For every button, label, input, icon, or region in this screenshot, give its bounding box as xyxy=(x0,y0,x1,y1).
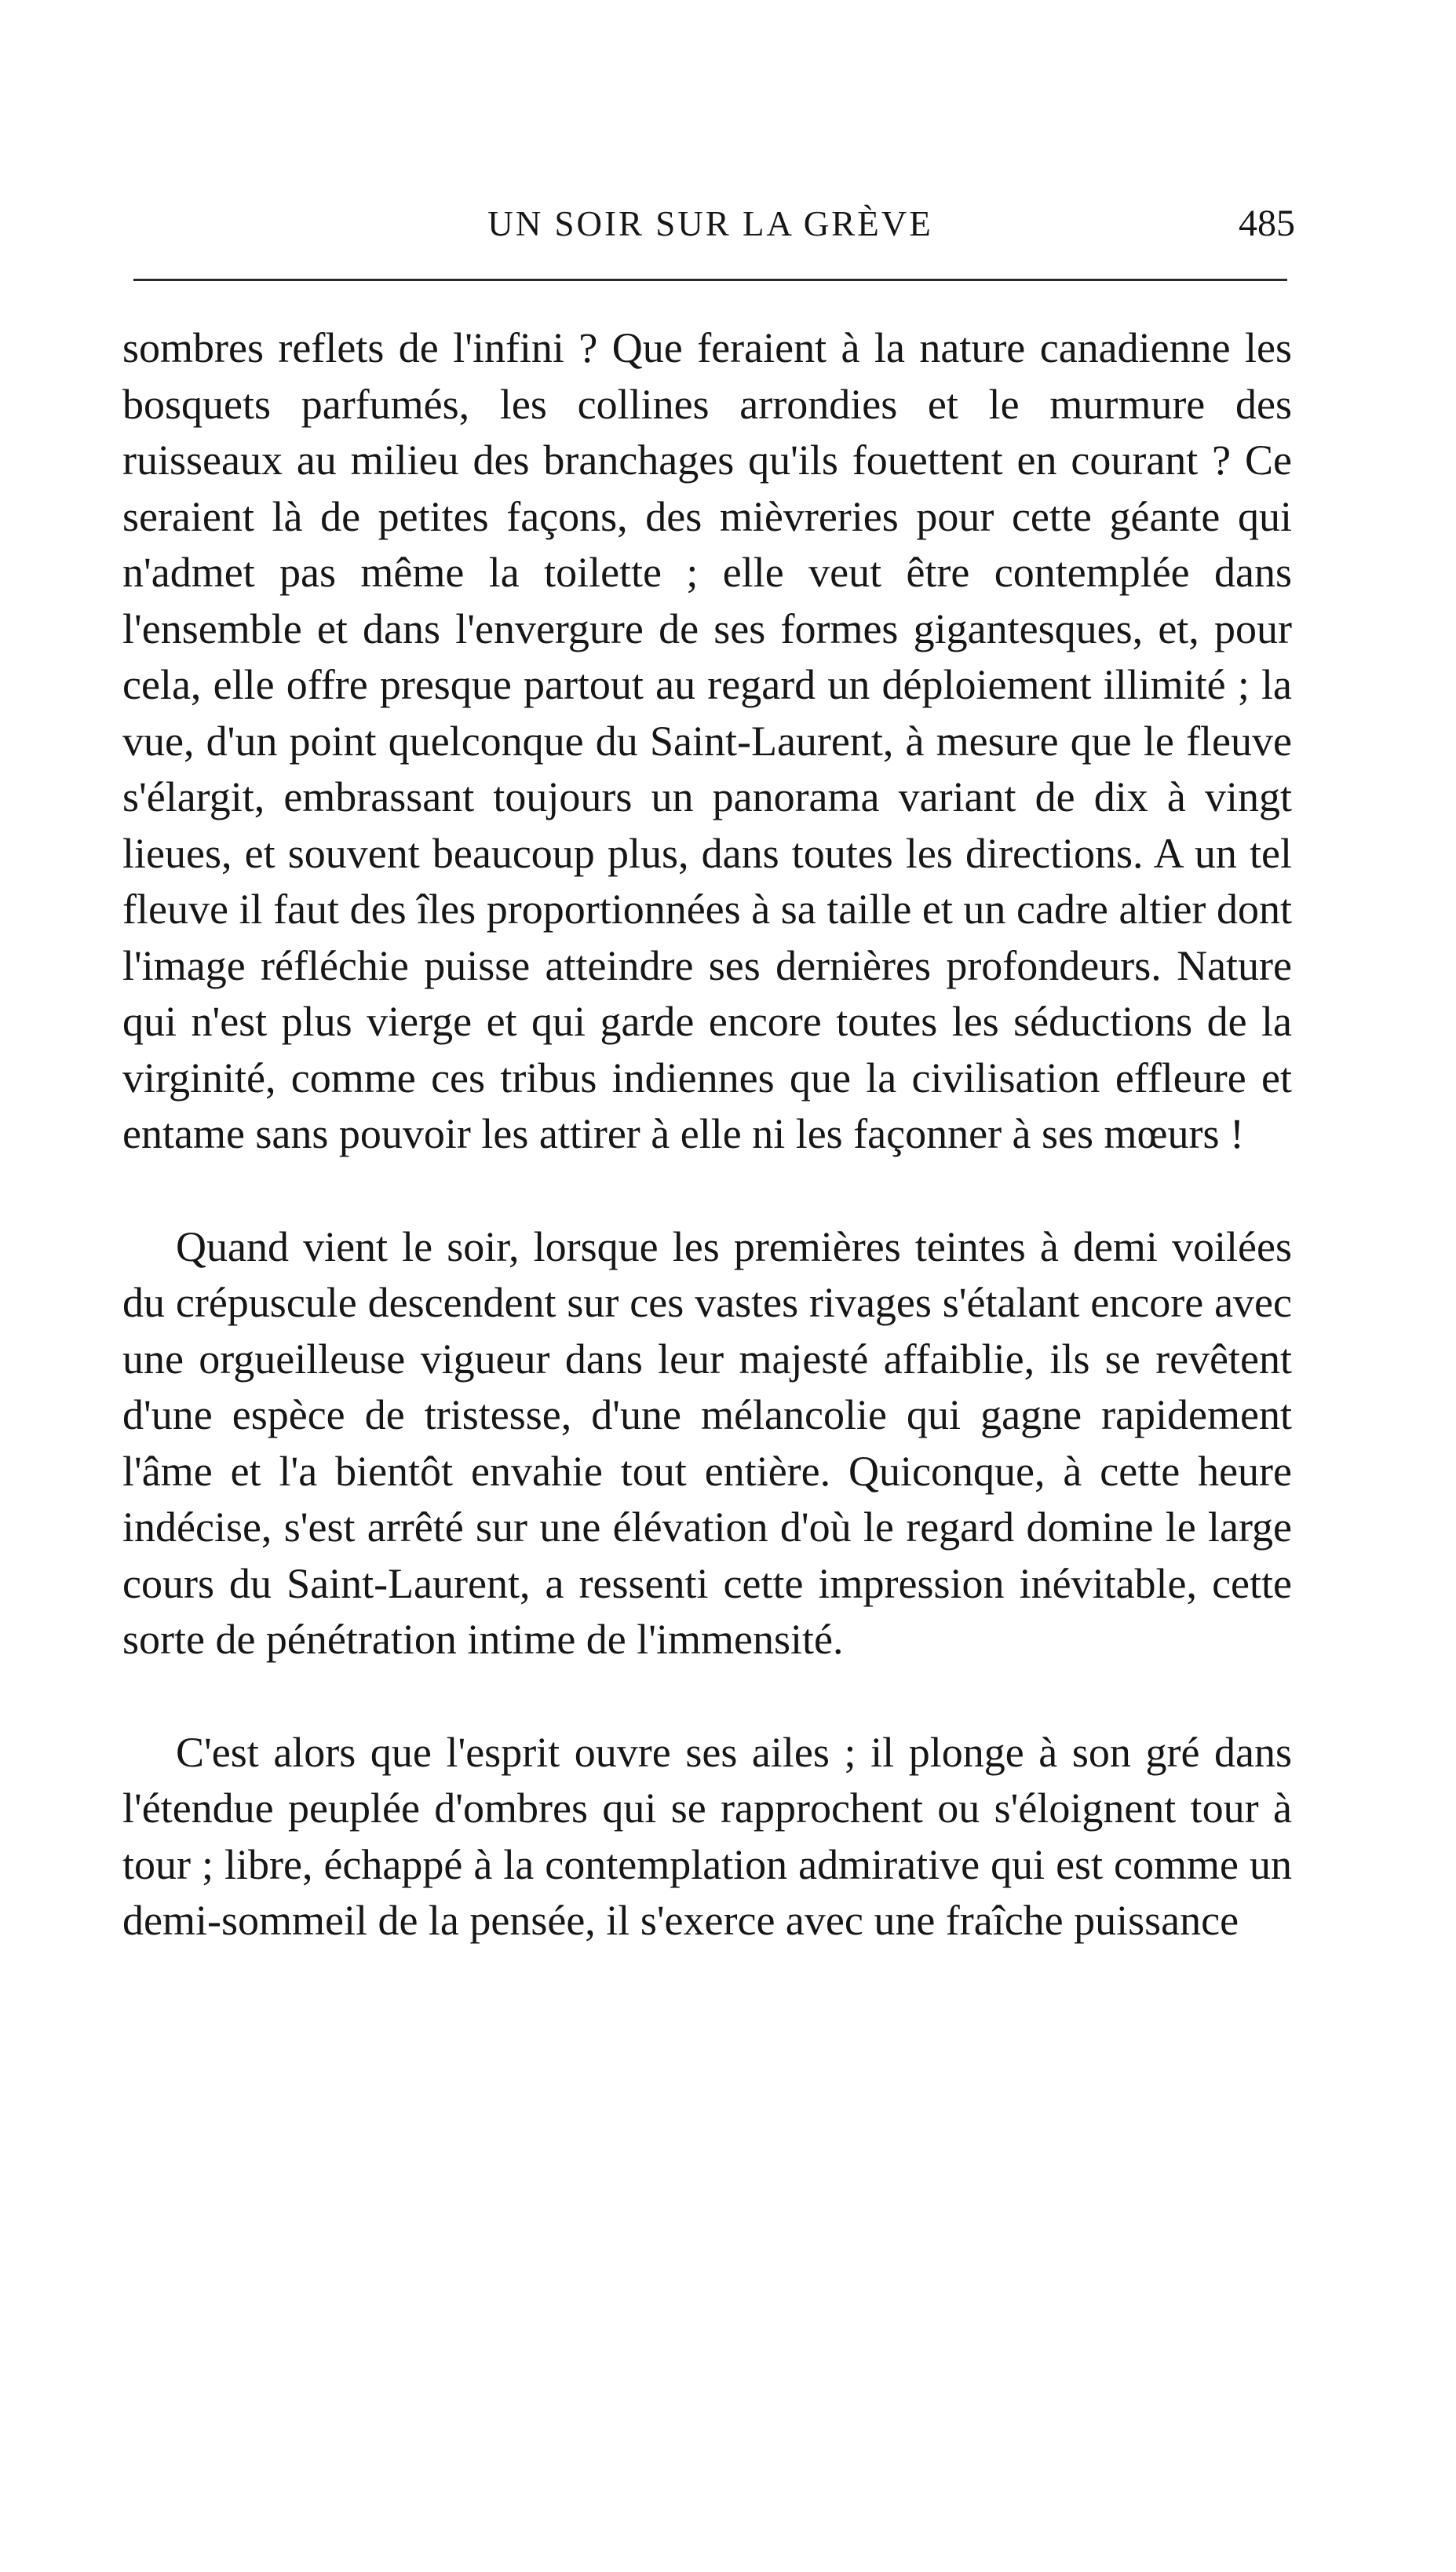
paragraph-continued: sombres reflets de l'infini ? Que feraient à la nature canadienne les bosquets parfumés, les collines arrondies et le murmure des ruisseaux au milieu des branchages qu'ils fouettent en courant ? Ce seraient là de petites façons, des mièvreries pour cette géante qui n'admet pas même la toilette ; elle veut être contemplée dans l'ensemble et dans l'envergure de ses formes gigantesques, et, pour cela, elle offre presque partout au regard un déploiement illimité ; la vue, d'un point quelconque du Saint-Laurent, à mesure que le fleuve s'élargit, embrassant toujours un panorama variant de dix à vingt lieues, et souvent beaucoup plus, dans toutes les directions. A un tel fleuve il faut des îles proportionnées à sa taille et un cadre altier dont l'image réfléchie puisse atteindre ses dernières profondeurs. Nature qui n'est plus vierge et qui garde encore toutes les séductions de la virginité, comme ces tribus indiennes que la civilisation effleure et entame sans pouvoir les attirer à elle ni les façonner à ses mœurs ! xyxy=(122,324,1292,1157)
page-number: 485 xyxy=(1239,203,1295,244)
paragraph-evening: Quand vient le soir, lorsque les premières teintes à demi voilées du crépuscule descendent sur ces vastes rivages s'étalant encore avec une orgueilleuse vigueur dans leur majesté affaiblie, ils se revêtent d'une espèce de tristesse, d'une mélancolie qui gagne rapidement l'âme et l'a bientôt envahie tout entière. Quiconque, à cette heure indécise, s'est arrêté sur une élévation d'où le regard domine le large cours du Saint-Laurent, a ressenti cette impression inévitable, cette sorte de pénétration intime de l'immensité. xyxy=(122,1222,1292,1663)
text-body xyxy=(122,320,1292,1949)
paragraph-spirit: C'est alors que l'esprit ouvre ses ailes ; il plonge à son gré dans l'étendue peuplée d'ombres qui se rapprochent ou s'éloignent tour à tour ; libre, échappé à la contemplation admirative qui est comme un demi-sommeil de la pensée, il s'exerce avec une fraîche puissance xyxy=(122,1728,1292,1944)
running-title: UN SOIR SUR LA GRÈVE xyxy=(487,204,933,243)
header-rule xyxy=(133,279,1287,281)
running-head xyxy=(126,196,1295,251)
